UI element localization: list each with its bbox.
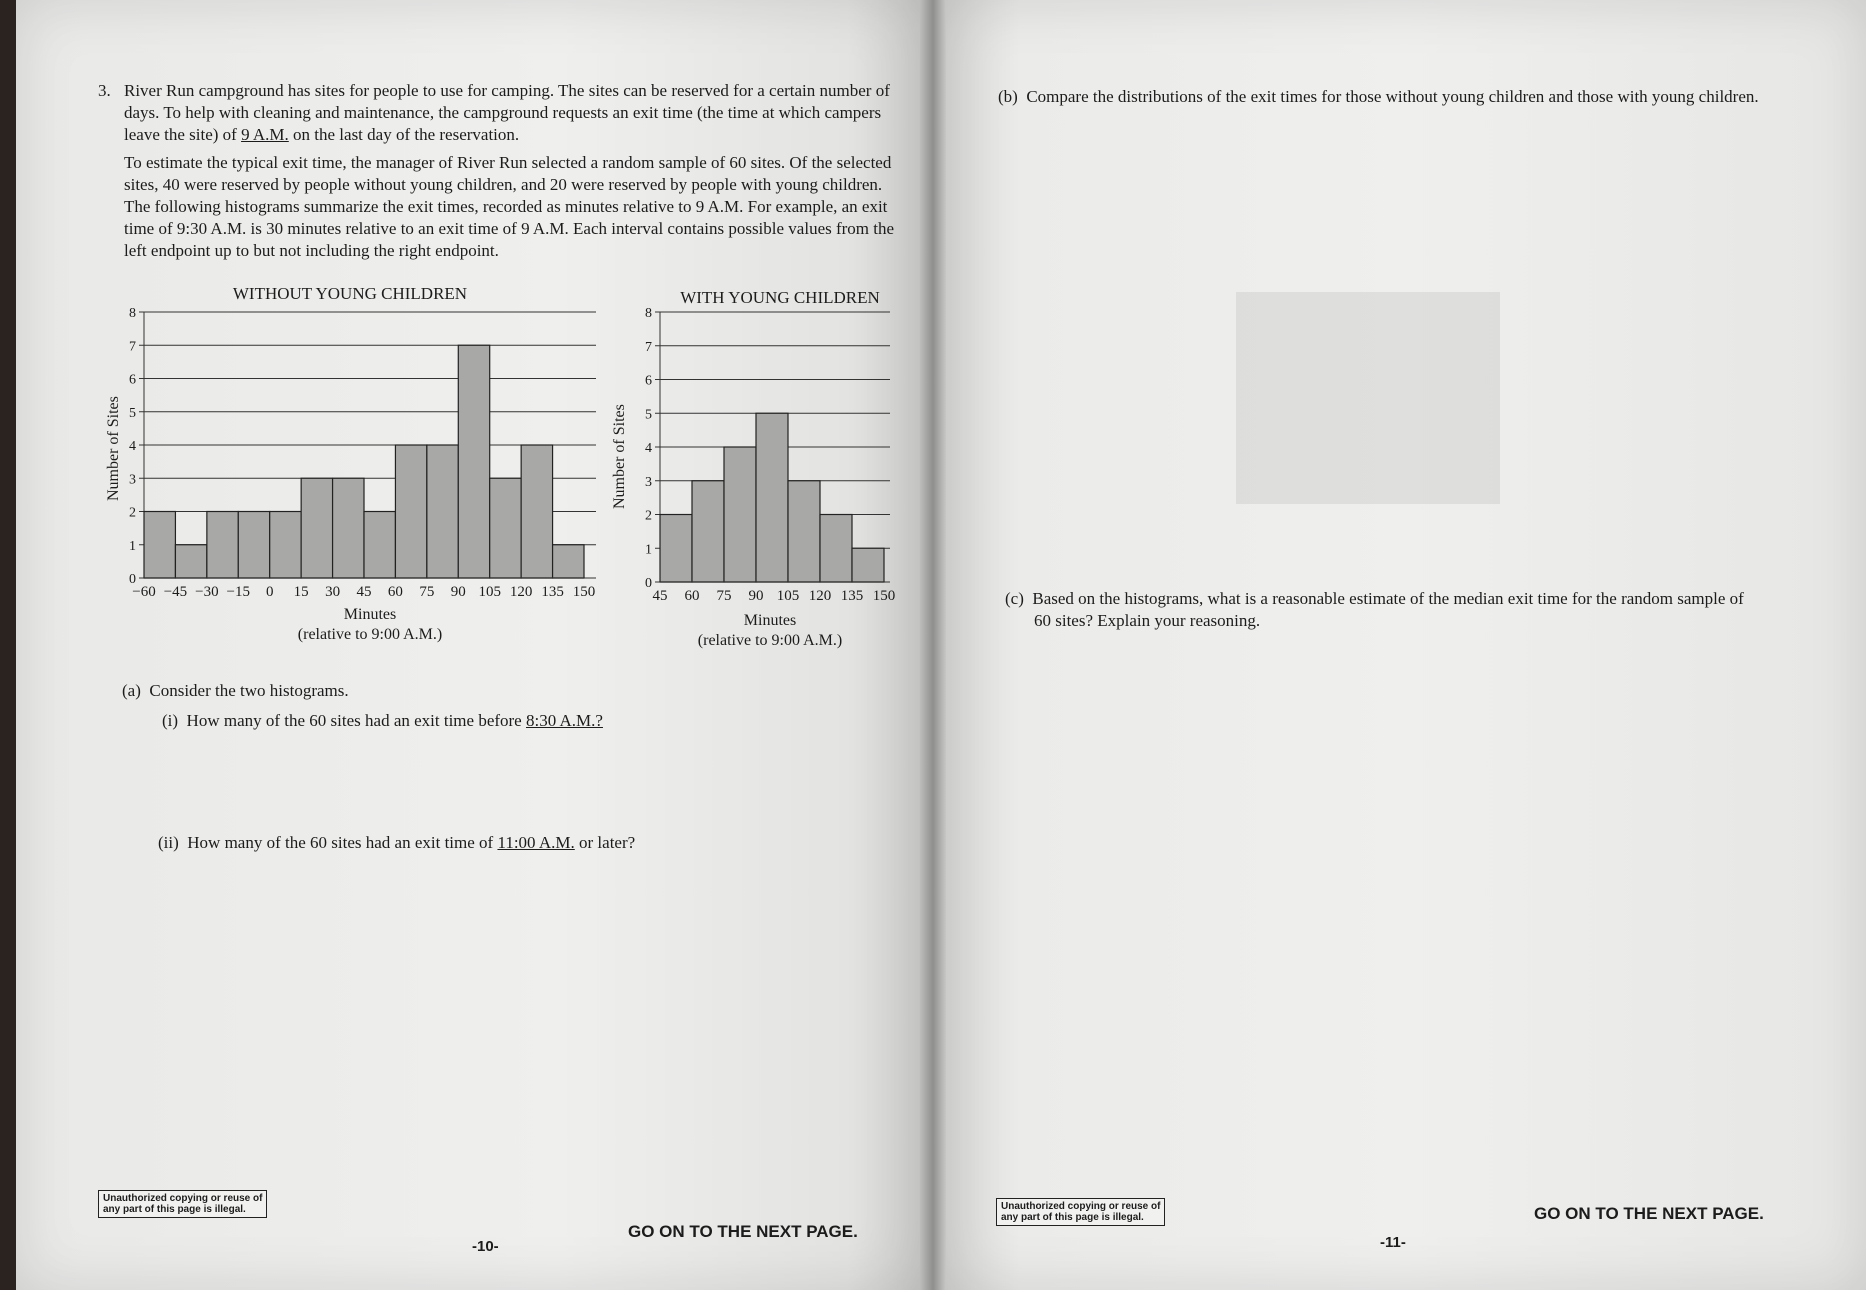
x-tick-label: 135 (541, 584, 564, 600)
x-tick-label: −45 (163, 584, 188, 600)
histogram-bar (692, 481, 724, 582)
part-a-label: (a) (122, 681, 141, 700)
intro-text-after: on the last day of the reservation. (288, 125, 520, 144)
chart-1-xlabel-sub: (relative to 9:00 A.M.) (297, 626, 443, 643)
chart-2-xlabel-sub: (relative to 9:00 A.M.) (697, 632, 843, 649)
y-tick-label: 1 (129, 538, 136, 554)
y-tick-label: 3 (129, 472, 136, 488)
part-b-label: (b) (998, 87, 1018, 106)
x-tick-label: 45 (356, 584, 372, 600)
y-tick-label: 1 (645, 542, 652, 558)
chart-2-ylabel: Number of Sites (611, 404, 628, 509)
histogram-bar (207, 512, 238, 579)
part-a-i-time: 8:30 A.M.? (525, 711, 603, 730)
y-tick-label: 7 (129, 339, 136, 355)
histogram-bar (395, 445, 426, 578)
y-tick-label: 7 (645, 339, 652, 355)
go-on-left: GO ON TO THE NEXT PAGE. (628, 1222, 858, 1241)
x-tick-label: 30 (325, 584, 341, 600)
histogram-bar (852, 548, 884, 582)
show-through-table (1236, 292, 1500, 504)
part-a-ii-label: (ii) (158, 833, 179, 852)
histogram-bar (144, 512, 175, 579)
part-c-line-2: 60 sites? Explain your reasoning. (1034, 611, 1261, 630)
y-tick-label: 4 (645, 441, 652, 456)
histogram-bar (521, 445, 552, 578)
x-tick-label: −60 (132, 584, 156, 600)
x-tick-label: 45 (652, 588, 668, 604)
question-number: 3. (98, 81, 111, 100)
part-b (998, 86, 1798, 108)
part-a-ii-time: 11:00 A.M. (497, 833, 575, 852)
histogram-bar (660, 515, 692, 583)
chart-1-title: WITHOUT YOUNG CHILDREN (232, 284, 468, 303)
histogram-bar (820, 515, 852, 583)
y-tick-label: 2 (645, 508, 652, 524)
histogram-bar (333, 478, 364, 578)
histogram-bar (788, 481, 820, 582)
histogram-bar (553, 545, 584, 578)
part-a-text: Consider the two histograms. (149, 681, 349, 700)
part-a-i-label: (i) (162, 711, 179, 730)
histogram-without-young-children (120, 300, 610, 620)
histogram-bar (238, 512, 269, 579)
right-page (946, 0, 1866, 1290)
question-intro-text (124, 80, 898, 146)
part-b-text: Compare the distributions of the exit times for those without young children and those with young children. (1026, 87, 1759, 106)
part-a-ii-text: How many of the 60 sites had an exit time of (187, 833, 498, 852)
intro-text-before: River Run campground has sites for people to use for camping. The sites can be reserved for a certain number of days. To help with cleaning and maintenance, the campground requests an exit time (the time at which campers leave the site) of (124, 81, 890, 144)
copyright-notice-right (996, 1198, 1165, 1226)
question-3-paragraph-2: To estimate the typical exit time, the manager of River Run selected a random sample of 60 sites. Of the selected sites, 40 were reserved by people without young children, and 20 were reserved by people with young children. The following histograms summarize the exit times, recorded as minutes relative to 9 A.M. For example, an exit time of 9:30 A.M. is 30 minutes relative to an exit time of 9 A.M. Each interval contains possible values from the left endpoint up to but not including the right endpoint. (124, 153, 895, 260)
part-a-ii-text-after: or later? (574, 833, 636, 852)
x-tick-label: 135 (840, 588, 864, 604)
go-on-right: GO ON TO THE NEXT PAGE. (1534, 1204, 1764, 1223)
notice-right-line-1: Unauthorized copying or reuse of (1001, 1201, 1161, 1212)
y-tick-label: 2 (129, 505, 136, 521)
y-tick-label: 6 (645, 373, 652, 389)
y-tick-label: 8 (645, 306, 652, 321)
x-tick-label: 90 (748, 588, 764, 604)
y-tick-label: 5 (645, 407, 652, 423)
notice-left-line-1: Unauthorized copying or reuse of (103, 1193, 263, 1204)
y-tick-label: 4 (129, 439, 136, 454)
histogram-bar (175, 545, 206, 578)
x-tick-label: 105 (478, 584, 501, 600)
y-tick-label: 5 (129, 405, 136, 421)
x-tick-label: −30 (195, 584, 219, 600)
part-c (1005, 588, 1795, 632)
histogram-bar (756, 413, 788, 582)
x-tick-label: 120 (509, 584, 533, 600)
histogram-bar (364, 512, 395, 579)
notice-left-line-2: any part of this page is illegal. (103, 1204, 246, 1215)
histogram-bar (458, 345, 489, 578)
x-tick-label: 60 (387, 584, 403, 600)
book-gutter (920, 0, 946, 1290)
histogram-bar (301, 478, 332, 578)
page-number-left: -10- (472, 1238, 499, 1255)
histogram-bar (270, 512, 301, 579)
x-tick-label: 150 (872, 588, 896, 604)
y-tick-label: 0 (129, 572, 136, 587)
x-tick-label: 120 (808, 588, 832, 604)
x-tick-label: 60 (684, 588, 700, 604)
x-tick-label: 150 (572, 584, 596, 600)
intro-time: 9 A.M. (241, 125, 289, 144)
y-tick-label: 3 (645, 474, 652, 490)
y-tick-label: 6 (129, 372, 136, 388)
part-c-label: (c) (1005, 589, 1024, 608)
x-tick-label: 75 (716, 588, 732, 604)
histogram-with-young-children (630, 300, 910, 620)
x-tick-label: 90 (450, 584, 466, 600)
part-a (122, 680, 882, 702)
y-tick-label: 8 (129, 306, 136, 321)
chart-2-title: WITH YOUNG CHILDREN (680, 288, 880, 307)
copyright-notice-left (98, 1190, 267, 1218)
x-tick-label: 105 (776, 588, 800, 604)
y-tick-label: 0 (645, 576, 652, 591)
x-tick-label: −15 (226, 584, 251, 600)
page-number-right: -11- (1380, 1234, 1406, 1251)
chart-1-xlabel: Minutes (343, 606, 397, 623)
question-3-intro (98, 80, 898, 146)
chart-2-xlabel: Minutes (743, 612, 797, 629)
x-tick-label: 15 (293, 584, 309, 600)
chart-1-ylabel: Number of Sites (105, 396, 122, 501)
histogram-bar (490, 478, 521, 578)
part-a-ii (158, 832, 878, 854)
histogram-bar (427, 445, 458, 578)
part-a-i-text: How many of the 60 sites had an exit time before (186, 711, 526, 730)
part-c-line-1: Based on the histograms, what is a reasonable estimate of the median exit time for the random sample of (1032, 589, 1744, 608)
part-a-i (162, 710, 882, 732)
notice-right-line-2: any part of this page is illegal. (1001, 1212, 1144, 1223)
histogram-bar (724, 447, 756, 582)
x-tick-label: 0 (265, 584, 274, 600)
x-tick-label: 75 (419, 584, 435, 600)
